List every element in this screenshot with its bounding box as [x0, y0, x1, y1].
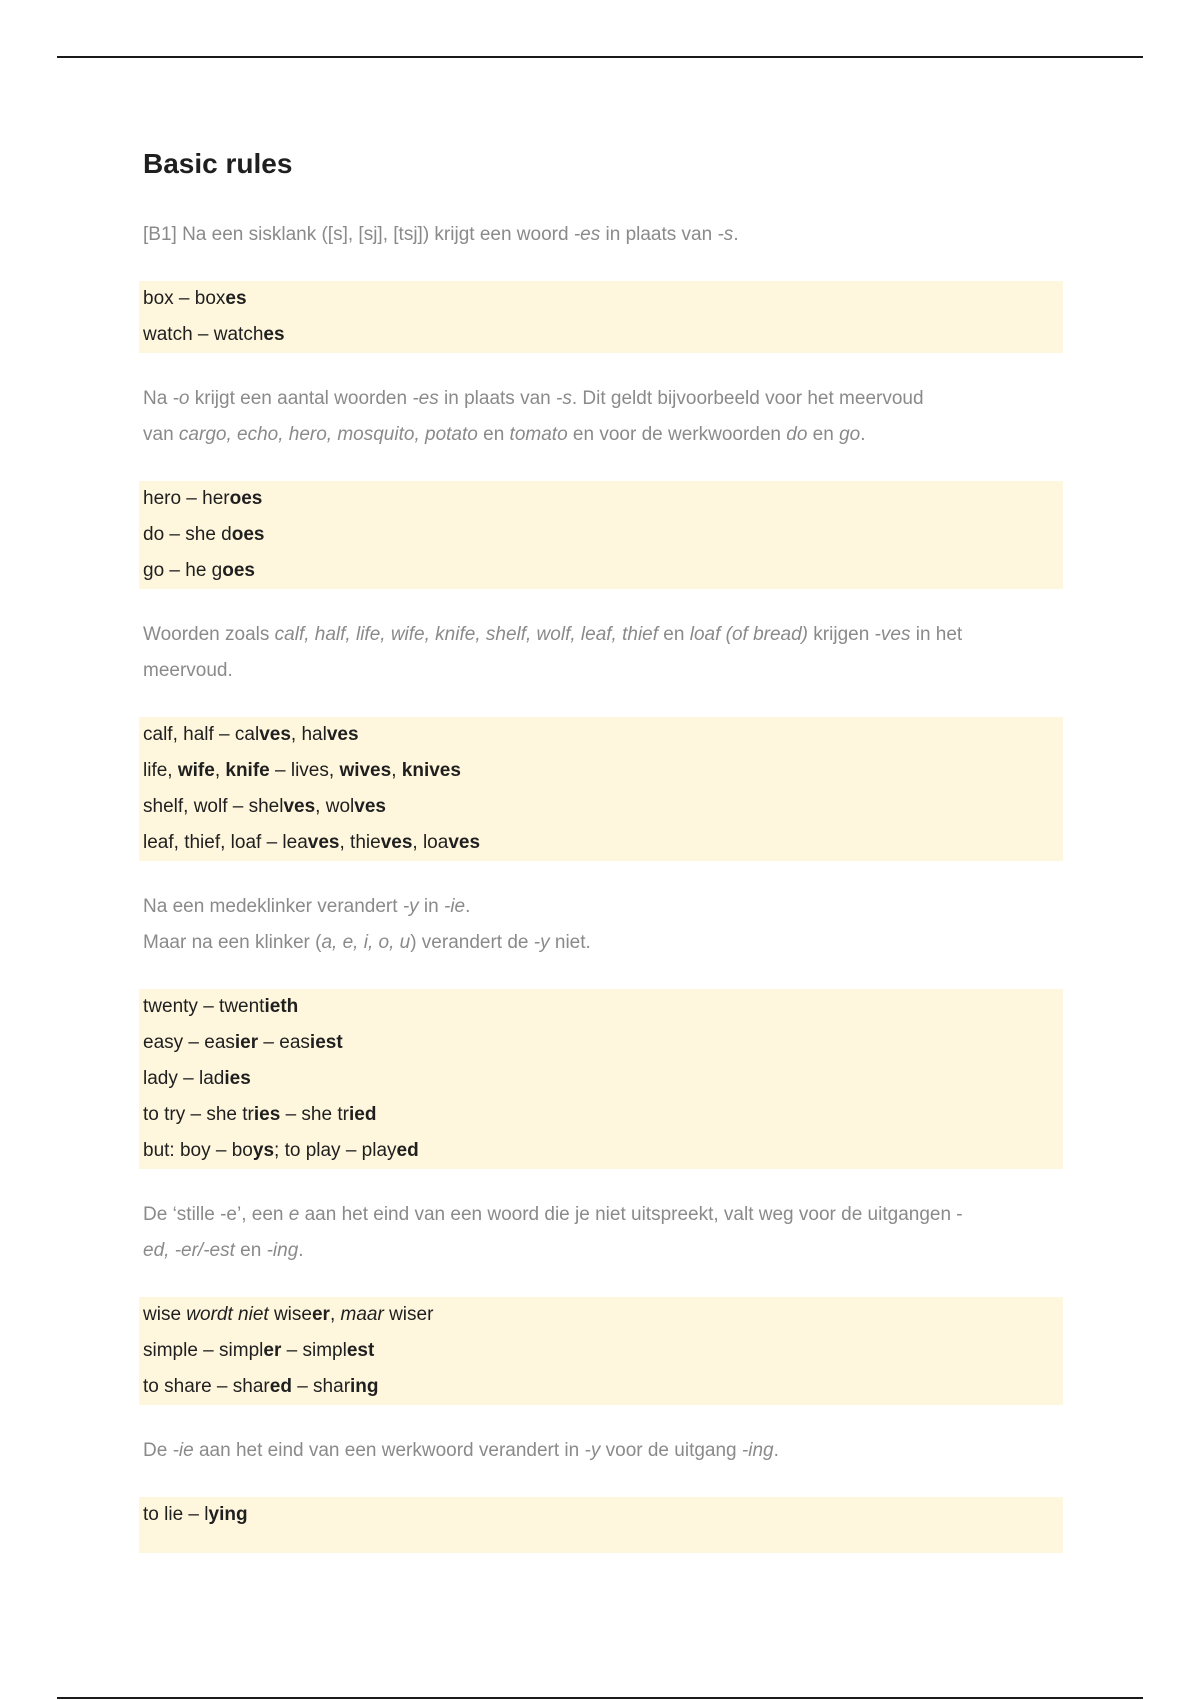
- example-box: [139, 989, 1063, 1169]
- page-title: Basic rules: [143, 148, 293, 179]
- example-line: simple – simpler – simplest: [143, 1340, 375, 1361]
- example-line: leaf, thief, loaf – leaves, thieves, loaves: [143, 832, 481, 853]
- rule-text: [143, 617, 1063, 689]
- rule-text-line: Maar na een klinker (a, e, i, o, u) verandert de -y niet.: [143, 932, 591, 953]
- rule-text: [143, 381, 1063, 453]
- example-line: do – she does: [143, 524, 265, 545]
- page-content: [143, 140, 1063, 1553]
- rule-text: [143, 889, 1063, 961]
- rule-text-line: Woorden zoals calf, half, life, wife, knife, shelf, wolf, leaf, thief en loaf (of bread) krijgen -ves in het: [143, 624, 963, 645]
- example-box: [139, 281, 1063, 353]
- example-line: twenty – twentieth: [143, 996, 299, 1017]
- blank-line: [143, 1533, 1059, 1553]
- rule-text-line: ed, -er/-est en -ing.: [143, 1240, 304, 1261]
- example-line: but: boy – boys; to play – played: [143, 1140, 419, 1161]
- example-line: shelf, wolf – shelves, wolves: [143, 796, 386, 817]
- rule-text-line: meervoud.: [143, 660, 233, 681]
- header-rule: [57, 56, 1143, 58]
- example-line: life, wife, knife – lives, wives, knives: [143, 760, 461, 781]
- rule-text-line: De -ie aan het eind van een werkwoord verandert in -y voor de uitgang -ing.: [143, 1440, 779, 1461]
- rule-text: [143, 1197, 1063, 1269]
- example-box: [139, 717, 1063, 861]
- example-line: easy – easier – easiest: [143, 1032, 343, 1053]
- footer-rule: [57, 1697, 1143, 1699]
- example-line: go – he goes: [143, 560, 255, 581]
- rule-text-line: De ‘stille -e’, een e aan het eind van een woord die je niet uitspreekt, valt weg voor de uitgangen -: [143, 1204, 963, 1225]
- rule-text: [143, 217, 1063, 253]
- rule-text-line: van cargo, echo, hero, mosquito, potato en tomato en voor de werkwoorden do en go.: [143, 424, 866, 445]
- example-line: watch – watches: [143, 324, 285, 345]
- example-line: to share – shared – sharing: [143, 1376, 379, 1397]
- rule-text-line: Na -o krijgt een aantal woorden -es in plaats van -s. Dit geldt bijvoorbeeld voor het meervoud: [143, 388, 924, 409]
- example-box: [139, 1497, 1063, 1553]
- example-box: [139, 481, 1063, 589]
- example-line: calf, half – calves, halves: [143, 724, 359, 745]
- rule-text: [143, 1433, 1063, 1469]
- example-line: wise wordt niet wiseer, maar wiser: [143, 1304, 434, 1325]
- example-line: hero – heroes: [143, 488, 263, 509]
- example-line: to lie – lying: [143, 1504, 248, 1525]
- rules-list: [143, 217, 1063, 1553]
- rule-text-line: Na een medeklinker verandert -y in -ie.: [143, 896, 471, 917]
- example-line: to try – she tries – she tried: [143, 1104, 377, 1125]
- example-box: [139, 1297, 1063, 1405]
- example-line: box – boxes: [143, 288, 247, 309]
- rule-text-line: [B1] Na een sisklank ([s], [sj], [tsj]) krijgt een woord -es in plaats van -s.: [143, 224, 739, 245]
- example-line: lady – ladies: [143, 1068, 251, 1089]
